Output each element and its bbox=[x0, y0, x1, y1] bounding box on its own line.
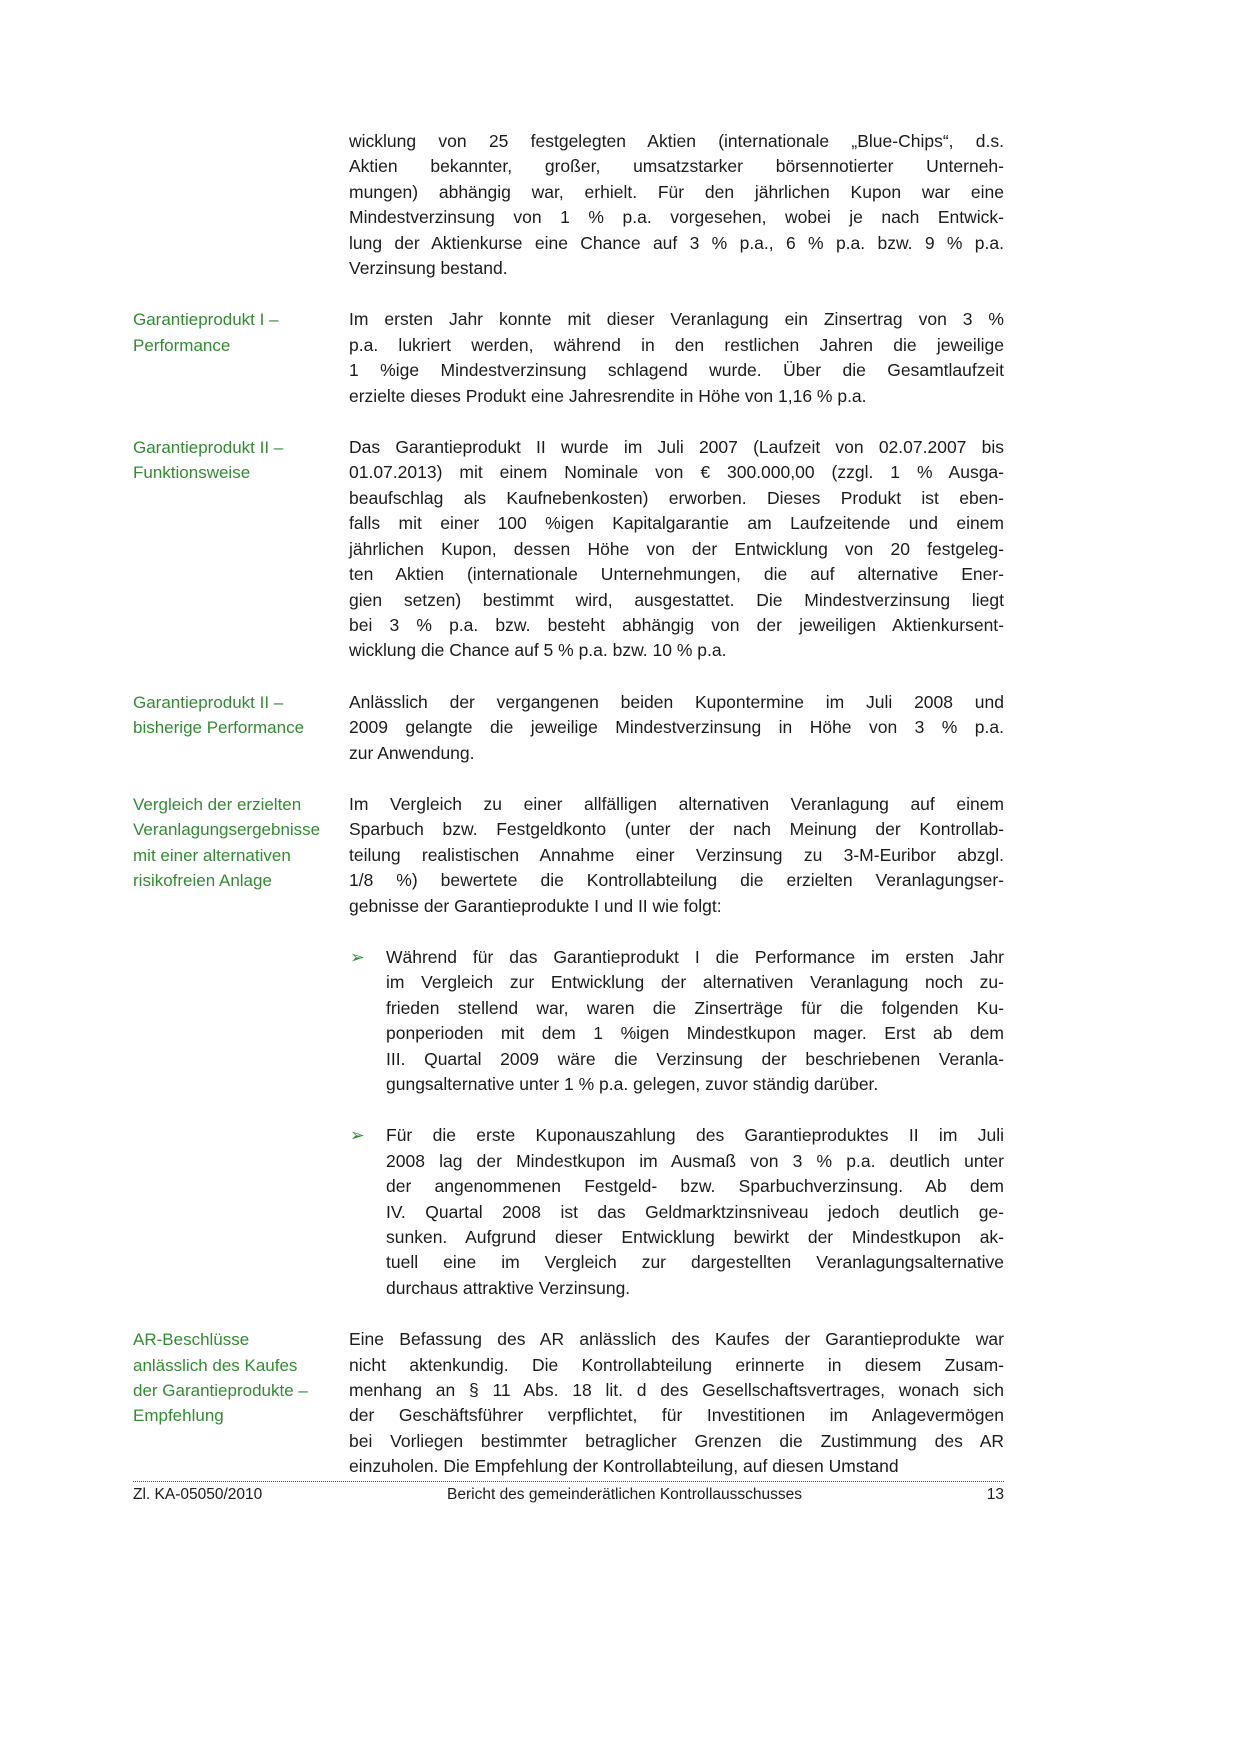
page-footer bbox=[133, 1481, 1004, 1504]
body-line: Im Vergleich zu einer allfälligen alternativen Veranlagung auf einem bbox=[349, 793, 1004, 814]
body-line: der Geschäftsführer verpflichtet, für Investitionen im Anlagevermögen bbox=[349, 1405, 1004, 1426]
document-body bbox=[133, 129, 1004, 1506]
body-line: 1/8 %) bewertete die Kontrollabteilung die erzielten Veranlagungser- bbox=[349, 870, 1004, 891]
margin-label-line: risikofreien Anlage bbox=[133, 871, 272, 891]
body-line: menhang an § 11 Abs. 18 lit. d des Gesellschaftsvertrages, wonach sich bbox=[349, 1380, 1004, 1401]
body-line: bei 3 % p.a. bzw. besteht abhängig von der jeweiligen Aktienkursent- bbox=[349, 614, 1004, 635]
margin-label bbox=[133, 307, 349, 358]
body-line: der angenommenen Festgeld- bzw. Sparbuchverzinsung. Ab dem bbox=[386, 1176, 1004, 1197]
body-line: Im ersten Jahr konnte mit dieser Veranlagung ein Zinsertrag von 3 % bbox=[349, 309, 1004, 330]
paragraph bbox=[349, 690, 1004, 766]
body-line: frieden stellend war, waren die Zinserträge für die folgenden Ku- bbox=[386, 997, 1004, 1018]
body-line: falls mit einer 100 %igen Kapitalgarantie am Laufzeitende und einem bbox=[349, 513, 1004, 534]
margin-label bbox=[133, 690, 349, 741]
document-section bbox=[133, 792, 1004, 1327]
body-line: durchaus attraktive Verzinsung. bbox=[386, 1277, 631, 1298]
body-line: wicklung von 25 festgelegten Aktien (internationale „Blue-Chips“, d.s. bbox=[349, 131, 1004, 151]
footer-reference: Zl. KA-05050/2010 bbox=[133, 1486, 263, 1503]
body-line: gien setzen) bestimmt wird, ausgestattet. Die Mindestverzinsung liegt bbox=[349, 589, 1004, 610]
body-line: einzuholen. Die Empfehlung der Kontrollabteilung, auf diesen Umstand bbox=[349, 1456, 899, 1477]
body-line: gungsalternative unter 1 % p.a. gelegen, zuvor ständig darüber. bbox=[386, 1074, 879, 1094]
paragraph bbox=[349, 307, 1004, 409]
margin-label-line: Performance bbox=[133, 335, 231, 355]
body-line: IV. Quartal 2008 ist das Geldmarktzinsniveau jedoch deutlich ge- bbox=[386, 1201, 1004, 1222]
body-line: Verzinsung bestand. bbox=[349, 258, 508, 279]
margin-label bbox=[133, 435, 349, 486]
footer-page-number: 13 bbox=[986, 1486, 1004, 1503]
body-line: Das Garantieprodukt II wurde im Juli 2007 (Laufzeit von 02.07.2007 bis bbox=[349, 437, 1004, 458]
body-line: 2008 lag der Mindestkupon im Ausmaß von 3 % p.a. deutlich unter bbox=[386, 1150, 1004, 1171]
body-line: Für die erste Kuponauszahlung des Garantieproduktes II im Juli bbox=[386, 1125, 1004, 1146]
body-line: bei Vorliegen bestimmter betraglicher Grenzen die Zustimmung des AR bbox=[349, 1430, 1004, 1451]
section-text bbox=[349, 792, 1004, 1327]
body-line: Eine Befassung des AR anlässlich des Kaufes der Garantieprodukte war bbox=[349, 1329, 1004, 1350]
margin-label-line: mit einer alternativen bbox=[133, 845, 291, 865]
body-line: wicklung die Chance auf 5 % p.a. bzw. 10 % p.a. bbox=[349, 640, 727, 661]
section-text bbox=[349, 129, 1004, 307]
paragraph bbox=[349, 1327, 1004, 1479]
body-line: ten Aktien (internationale Unternehmungen, die auf alternative Ener- bbox=[349, 564, 1004, 585]
bullet-arrow-icon: ➢ bbox=[350, 1125, 365, 1146]
bullet-item bbox=[349, 1123, 1004, 1301]
margin-label-line: Garantieprodukt I – bbox=[133, 310, 279, 330]
body-line: gebnisse der Garantieprodukte I und II wie folgt: bbox=[349, 895, 722, 916]
body-line: III. Quartal 2009 wäre die Verzinsung der beschriebenen Veranla- bbox=[386, 1048, 1004, 1069]
margin-label-line: Funktionsweise bbox=[133, 463, 251, 483]
body-line: 1 %ige Mindestverzinsung schlagend wurde. Über die Gesamtlaufzeit bbox=[349, 360, 1004, 381]
section-text bbox=[349, 435, 1004, 690]
body-line: erzielte dieses Produkt eine Jahresrendite in Höhe von 1,16 % p.a. bbox=[349, 385, 867, 406]
body-line: tuell eine im Vergleich zur dargestellten Veranlagungsalternative bbox=[386, 1252, 1004, 1273]
bullet-text bbox=[386, 1123, 1004, 1301]
body-line: Während für das Garantieprodukt I die Performance im ersten Jahr bbox=[386, 946, 1004, 967]
body-line: Mindestverzinsung von 1 % p.a. vorgesehen, wobei je nach Entwick- bbox=[349, 207, 1004, 228]
paragraph bbox=[349, 129, 1004, 281]
document-section bbox=[133, 307, 1004, 435]
body-line: Aktien bekannter, großer, umsatzstarker börsennotierter Unterneh- bbox=[349, 156, 1004, 177]
margin-label-line: bisherige Performance bbox=[133, 718, 305, 738]
body-line: sunken. Aufgrund dieser Entwicklung bewirkt der Mindestkupon ak- bbox=[386, 1227, 1004, 1248]
body-line: jährlichen Kupon, dessen Höhe von der Entwicklung von 20 festgeleg- bbox=[349, 538, 1004, 559]
body-line: teilung realistischen Annahme einer Verzinsung zu 3-M-Euribor abzgl. bbox=[349, 844, 1004, 865]
margin-label bbox=[133, 1327, 349, 1429]
margin-label-line: Veranlagungsergebnisse bbox=[133, 820, 321, 840]
section-text bbox=[349, 690, 1004, 792]
section-text bbox=[349, 307, 1004, 435]
body-line: 01.07.2013) mit einem Nominale von € 300.000,00 (zzgl. 1 % Ausga- bbox=[349, 462, 1004, 483]
paragraph bbox=[349, 792, 1004, 919]
document-section bbox=[133, 690, 1004, 792]
body-line: mungen) abhängig war, erhielt. Für den jährlichen Kupon war eine bbox=[349, 181, 1004, 202]
body-line: zur Anwendung. bbox=[349, 742, 475, 763]
body-line: Anlässlich der vergangenen beiden Kupontermine im Juli 2008 und bbox=[349, 691, 1004, 712]
body-line: beaufschlag als Kaufnebenkosten) erworben. Dieses Produkt ist eben- bbox=[349, 487, 1004, 508]
body-line: Sparbuch bzw. Festgeldkonto (unter der nach Meinung der Kontrollab- bbox=[349, 819, 1004, 840]
margin-label-line: AR-Beschlüsse bbox=[133, 1330, 250, 1350]
margin-label-line: anlässlich des Kaufes bbox=[133, 1355, 298, 1375]
body-line: p.a. lukriert werden, während in den restlichen Jahren die jeweilige bbox=[349, 334, 1004, 355]
document-section bbox=[133, 129, 1004, 307]
body-line: lung der Aktienkurse eine Chance auf 3 % p.a., 6 % p.a. bzw. 9 % p.a. bbox=[349, 232, 1004, 253]
body-line: nicht aktenkundig. Die Kontrollabteilung erinnerte in diesem Zusam- bbox=[349, 1354, 1004, 1375]
bullet-text bbox=[386, 945, 1004, 1097]
document-section bbox=[133, 1327, 1004, 1505]
margin-label-line: Empfehlung bbox=[133, 1406, 224, 1426]
margin-label-line: Vergleich der erzielten bbox=[133, 794, 302, 814]
margin-label-line: der Garantieprodukte – bbox=[133, 1381, 308, 1401]
body-line: 2009 gelangte die jeweilige Mindestverzinsung in Höhe von 3 % p.a. bbox=[349, 717, 1004, 738]
document-section bbox=[133, 435, 1004, 690]
body-line: im Vergleich zur Entwicklung der alternativen Veranlagung noch zu- bbox=[386, 972, 1004, 993]
footer-title: Bericht des gemeinderätlichen Kontrollausschusses bbox=[447, 1486, 802, 1503]
bullet-item bbox=[349, 945, 1004, 1097]
paragraph bbox=[349, 435, 1004, 664]
body-line: ponperioden mit dem 1 %igen Mindestkupon mager. Erst ab dem bbox=[386, 1023, 1004, 1044]
margin-label bbox=[133, 792, 349, 894]
margin-label-line: Garantieprodukt II – bbox=[133, 692, 284, 712]
section-text bbox=[349, 1327, 1004, 1505]
margin-label-line: Garantieprodukt II – bbox=[133, 438, 284, 458]
bullet-arrow-icon: ➢ bbox=[350, 946, 365, 967]
